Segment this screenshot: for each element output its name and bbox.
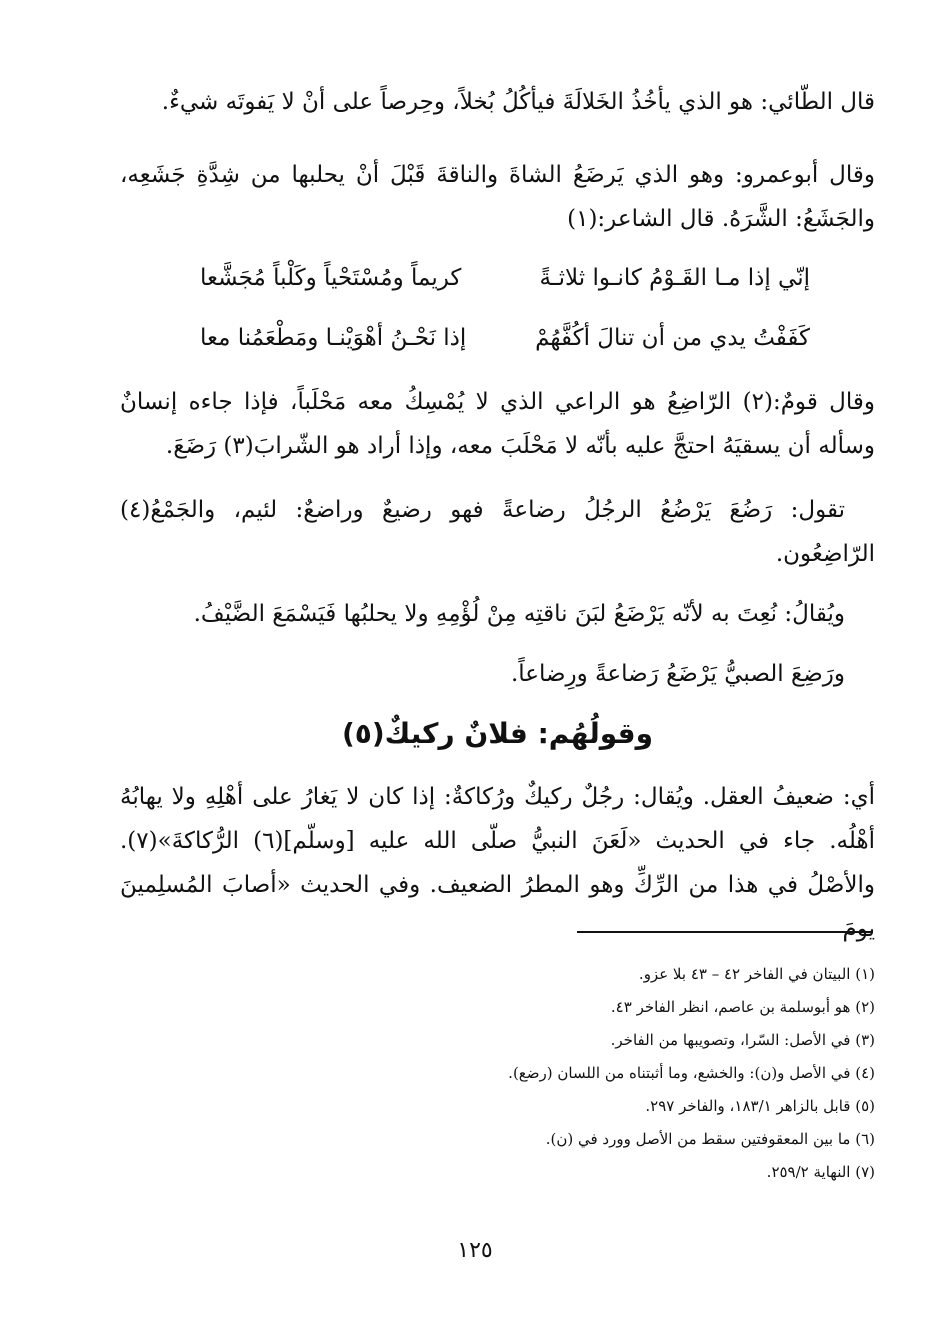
paragraph-qawm: وقال قومٌ:(٢) الرّاضِعُ هو الراعي الذي لا يُمْسِكُ معه مَحْلَباً، فإذا جاءه إنسانٌ وسأله أن يسقيَهُ احتجَّ عليه بأنّه لا مَحْلَبَ معه، وإذا أراد هو الشّرابَ(٣) رَضَعَ.: [120, 389, 875, 459]
footnote-3: (٣) في الأصل: السّرا، وتصويبها من الفاخر.: [610, 1031, 875, 1049]
section-heading: وقولُهُم: فلانٌ ركيكٌ(٥): [341, 717, 654, 750]
footnote-6: (٦) ما بين المعقوفتين سقط من الأصل وورد في (ن).: [545, 1130, 875, 1148]
page-number: ١٢٥: [457, 1238, 493, 1263]
verse-2-second-hemistich: إذا نَحْـنُ أهْوَيْنـا ومَطْعَمُنا معا: [200, 325, 467, 351]
footnote-separator: [577, 931, 873, 933]
verse-1-second-hemistich: كريماً ومُسْتَحْياً وكَلْباً مُجَشَّعا: [200, 265, 462, 291]
paragraph-yuqal: ويُقالُ: نُعِتَ به لأنّه يَرْضَعُ لبَنَ ناقتِه مِنْ لُؤْمِهِ ولا يحلبُها فَيَسْمَعَ الضَّيْفُ.: [193, 601, 845, 627]
footnotes: [300, 958, 875, 1189]
paragraph-radia: ورَضِعَ الصبيُّ يَرْضَعُ رَضاعةً ورِضاعاً.: [510, 661, 845, 687]
verse-2-first-hemistich: كَفَفْتُ يدي من أن تنالَ أكُفَّهُمْ: [535, 325, 810, 351]
paragraph-tai: قال الطّائي: هو الذي يأخُذُ الخَلالَةَ فيأكُلُ بُخلاً، وحِرصاً على أنْ لا يَفوتَه شيءٌ.: [161, 89, 875, 115]
footnote-1: (١) البيتان في الفاخر ٤٢ – ٤٣ بلا عزو.: [638, 965, 875, 983]
footnote-4: (٤) في الأصل و(ن): والخشع، وما أثبتناه من اللسان (رضع).: [508, 1064, 875, 1082]
footnote-5: (٥) قابل بالزاهر ١٨٣/١، والفاخر ٢٩٧.: [645, 1097, 875, 1115]
paragraph-abu-amr: وقال أبوعمرو: وهو الذي يَرضَعُ الشاةَ والناقةَ قَبْلَ أنْ يحلبها من شِدَّةِ جَشَعِه، والجَشَعُ: الشَّرَهُ. قال الشاعر:(١): [120, 162, 875, 232]
paragraph-rakik: أي: ضعيفُ العقل. ويُقال: رجُلٌ ركيكٌ ورُكاكةٌ: إذا كان لا يَغارُ على أهْلِهِ ولا يهابُهُ أهْلُه. جاء في الحديث «لَعَنَ النبيُّ صلّى الله عليه [وسلّم](٦) الرُّكاكةَ»(٧). والأصْلُ في هذا من الرِّكِّ وهو المطرُ الضعيف. وفي الحديث «أصابَ المُسلِمينَ يومَ: [120, 784, 876, 942]
paragraph-taqul: تقول: رَضُعَ يَرْضُعُ الرجُلُ رضاعةً فهو رضيعٌ وراضعٌ: لئيم، والجَمْعُ(٤) الرّاضِعُون.: [120, 497, 875, 567]
footnote-7: (٧) النهاية ٢٥٩/٢.: [766, 1163, 875, 1181]
footnote-2: (٢) هو أبوسلمة بن عاصم، انظر الفاخر ٤٣.: [610, 998, 875, 1016]
verse-1-first-hemistich: إنّي إذا مـا القَـوْمُ كانـوا ثلاثـةً: [539, 265, 810, 291]
